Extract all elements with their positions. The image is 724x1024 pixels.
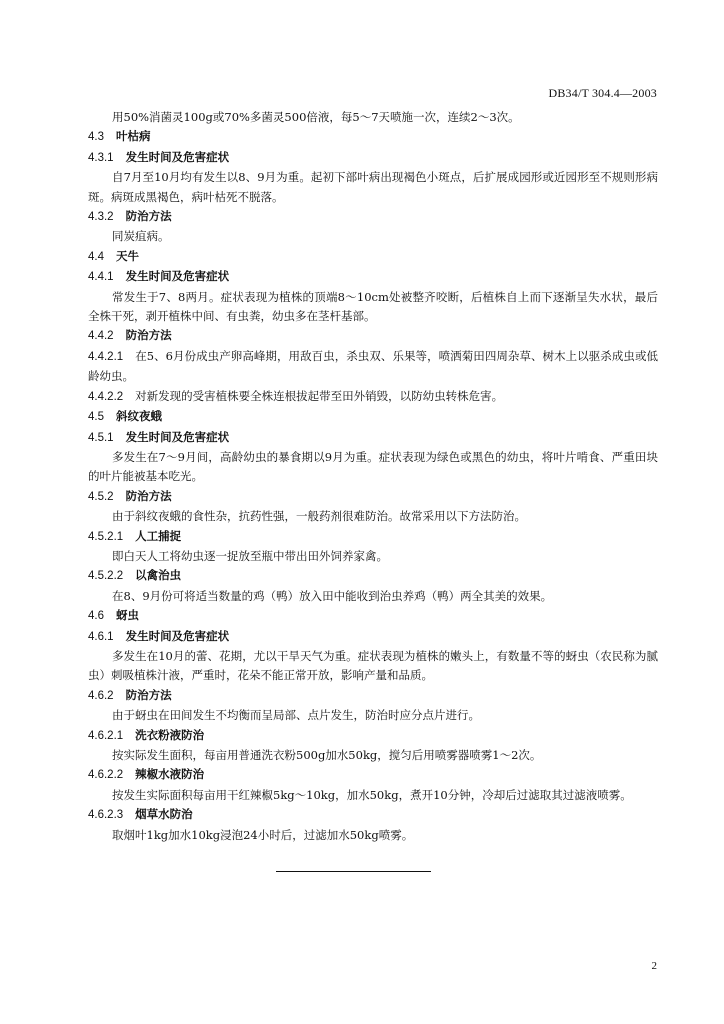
clause-text: 在5、6月份成虫产卵高峰期，用敌百虫，杀虫双、乐果等，喷洒菊田四周杂草、树木上以驱杀成虫或低龄幼虫。: [88, 348, 658, 384]
section-heading: [88, 207, 658, 227]
section-number: 4.5.2: [88, 490, 114, 503]
section-title: 防治方法: [125, 328, 172, 343]
section-title: 发生时间及危害症状: [125, 269, 230, 284]
section-heading: [88, 627, 658, 647]
paragraph: 常发生于7、8两月。症状表现为植株的顶端8～10cm处被整齐咬断，后植株自上而下逐渐呈失水状，最后全株干死，剥开植株中间、有虫粪，幼虫多在茎杆基部。: [88, 289, 658, 324]
section-number: 4.5: [88, 411, 104, 424]
paragraph: 自7月至10月均有发生以8、9月为重。起初下部叶病出现褐色小斑点，后扩展成园形或近园形至不规则形病斑。病斑成黑褐色，病叶枯死不脱落。: [88, 170, 658, 204]
section-title: 防治方法: [125, 488, 172, 503]
numbered-paragraph: [88, 387, 658, 407]
section-title: 人工捕捉: [135, 528, 182, 543]
paragraph: 即白天人工将幼虫逐一捉放至瓶中带出田外饲养家禽。: [112, 548, 388, 563]
section-number: 4.6.2.1: [88, 729, 124, 742]
section-number: 4.4.1: [88, 271, 114, 284]
section-title: 发生时间及危害症状: [125, 628, 230, 643]
section-heading: [88, 428, 658, 448]
section-number: 4.6.1: [88, 630, 114, 643]
section-heading: [88, 247, 658, 267]
section-heading: [88, 726, 658, 746]
section-heading: [88, 765, 658, 785]
section-number: 4.4.2: [88, 330, 114, 343]
numbered-paragraph: [88, 347, 658, 387]
section-heading: [88, 267, 658, 287]
paragraph: 取烟叶1kg加水10kg浸泡24小时后，过滤加水50kg喷雾。: [112, 827, 414, 842]
paragraph: 同炭疽病。: [112, 229, 170, 244]
section-number: 4.3: [88, 131, 104, 144]
section-number: 4.4: [88, 250, 104, 263]
section-heading: [88, 407, 658, 427]
section-heading: [88, 566, 658, 586]
section-title: 蚜虫: [116, 608, 139, 623]
section-heading: [88, 527, 658, 547]
clause-number: 4.4.2.2: [88, 390, 124, 403]
section-number: 4.5.1: [88, 431, 114, 444]
standard-code: DB34/T 304.4—2003: [548, 86, 657, 100]
section-title: 防治方法: [125, 209, 172, 224]
section-title: 洗衣粉液防治: [135, 727, 205, 742]
section-title: 斜纹夜蛾: [116, 409, 162, 424]
section-title: 烟草水防治: [135, 807, 193, 822]
section-number: 4.5.2.1: [88, 530, 124, 543]
section-title: 天牛: [116, 248, 139, 263]
paragraph: 用50%消菌灵100g或70%多菌灵500倍液，每5～7天喷施一次，连续2～3次。: [112, 110, 520, 124]
section-heading: [88, 487, 658, 507]
paragraph: 按实际发生面积，每亩用普通洗衣粉500g加水50kg，搅匀后用喷雾器喷雾1～2次。: [112, 748, 542, 762]
section-title: 辣椒水液防治: [135, 767, 205, 782]
section-number: 4.6.2.3: [88, 809, 124, 822]
document-body: [88, 108, 658, 845]
section-title: 发生时间及危害症状: [125, 149, 230, 164]
end-of-document-rule: [276, 871, 431, 872]
paragraph: 在8、9月份可将适当数量的鸡（鸭）放入田中能收到治虫养鸡（鸭）两全其美的效果。: [112, 588, 553, 603]
section-number: 4.6.2: [88, 689, 114, 702]
section-number: 4.6.2.2: [88, 769, 124, 782]
section-heading: [88, 127, 658, 147]
paragraph: 由于蚜虫在田间发生不均衡而呈局部、点片发生，防治时应分点片进行。: [112, 708, 480, 723]
paragraph: 按发生实际面积每亩用干红辣椒5kg～10kg，加水50kg，煮开10分钟，冷却后过滤取其过滤液喷雾。: [112, 787, 632, 802]
section-heading: [88, 326, 658, 346]
section-number: 4.3.2: [88, 211, 114, 224]
paragraph: 多发生在7～9月间，高龄幼虫的暴食期以9月为重。症状表现为绿色或黑色的幼虫，将叶片啃食、严重田块的叶片能被基本吃光。: [88, 449, 658, 484]
section-number: 4.5.2.2: [88, 570, 124, 583]
paragraph: 多发生在10月的蕾、花期，尤以干旱天气为重。症状表现为植株的嫩头上，有数量不等的蚜虫（农民称为腻虫）刺吸植株汁液，严重时，花朵不能正常开放，影响产量和品质。: [88, 648, 658, 683]
section-heading: [88, 148, 658, 168]
paragraph: 由于斜纹夜蛾的食性杂，抗药性强，一般药剂很难防治。故常采用以下方法防治。: [112, 509, 526, 524]
page-number: 2: [651, 960, 657, 972]
section-number: 4.6: [88, 610, 104, 623]
section-heading: [88, 686, 658, 706]
section-heading: [88, 606, 658, 626]
section-heading: [88, 805, 658, 825]
section-number: 4.3.1: [88, 151, 114, 164]
section-title: 叶枯病: [116, 129, 151, 144]
section-title: 发生时间及危害症状: [125, 429, 230, 444]
clause-number: 4.4.2.1: [88, 350, 124, 363]
section-title: 防治方法: [125, 687, 172, 702]
section-title: 以禽治虫: [135, 568, 182, 583]
clause-text: 对新发现的受害植株要全株连根拔起带至田外销毁，以防幼虫转株危害。: [135, 388, 504, 403]
